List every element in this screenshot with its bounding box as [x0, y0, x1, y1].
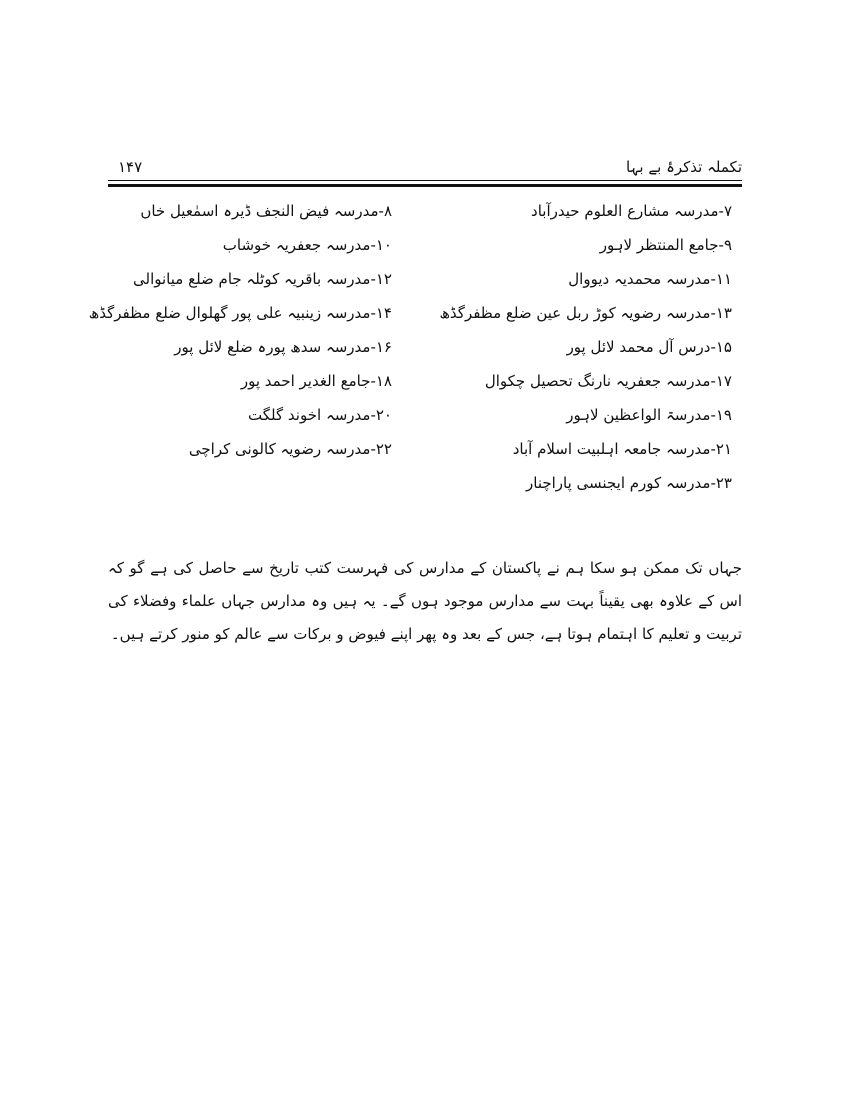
- madaris-list: [88, 202, 742, 508]
- list-item: ۲۰-مدرسہ اخوند گلگت: [248, 406, 392, 424]
- header-rule-thick: [108, 184, 742, 187]
- list-item: ۹-جامع المنتظر لاہور: [599, 236, 732, 254]
- list-row: [108, 440, 742, 474]
- list-item: ۲۱-مدرسہ جامعہ اہلبیت اسلام آباد: [512, 440, 732, 458]
- running-title: تکملہ تذکرۂ بے بہا: [626, 158, 742, 176]
- list-row: [108, 202, 742, 236]
- list-item: ۲۲-مدرسہ رضویہ کالونی کراچی: [188, 440, 392, 458]
- list-row: [108, 338, 742, 372]
- list-row: [108, 236, 742, 270]
- list-item: ۸-مدرسہ فیض النجف ڈیرہ اسمٰعیل خاں: [140, 202, 392, 220]
- list-row: [108, 372, 742, 406]
- list-item: ۱۱-مدرسہ محمدیہ دیووال: [568, 270, 732, 288]
- list-item: ۱۵-درس آل محمد لائل پور: [566, 338, 732, 356]
- list-item: ۱۰-مدرسہ جعفریہ خوشاب: [222, 236, 392, 254]
- header-rule-thin: [108, 180, 742, 181]
- closing-paragraph: جہاں تک ممکن ہو سکا ہم نے پاکستان کے مدارس کی فہرست کتب تاریخ سے حاصل کی ہے گو کہ اس کے علاوہ بھی یقیناً بہت سے مدارس موجود ہوں گے۔ یہ ہیں وہ مدارس جہاں علماء وفضلاء کی تربیت و تعلیم کا اہتمام ہوتا ہے، جس کے بعد وہ پھر اپنے فیوض و برکات سے عالم کو منور کرتے ہیں۔: [108, 559, 742, 643]
- list-row: [108, 474, 742, 508]
- list-item: ۱۴-مدرسہ زینبیہ علی پور گھلوال ضلع مظفرگڈھ: [88, 304, 392, 322]
- list-item: ۱۶-مدرسہ سدھ پورہ ضلع لائل پور: [174, 338, 392, 356]
- list-item: ۱۲-مدرسہ باقریہ کوٹلہ جام ضلع میانوالی: [133, 270, 392, 288]
- list-row: [108, 270, 742, 304]
- page-header: [108, 150, 742, 180]
- list-item: ۱۳-مدرسہ رضویہ کوڑ ربل عین ضلع مظفرگڈھ: [439, 304, 732, 322]
- list-item: ۷-مدرسہ مشارع العلوم حیدرآباد: [531, 202, 732, 220]
- list-row: [108, 406, 742, 440]
- list-item: ۱۷-مدرسہ جعفریہ نارنگ تحصیل چکوال: [484, 372, 732, 390]
- page-number: ۱۴۷: [118, 158, 143, 176]
- list-item: ۱۸-جامع الغدیر احمد پور: [240, 372, 392, 390]
- list-item: ۲۳-مدرسہ کورم ایجنسی پاراچنار: [526, 474, 732, 492]
- list-row: [88, 304, 742, 338]
- list-item: ۱۹-مدرسۃ الواعظین لاہور: [566, 406, 732, 424]
